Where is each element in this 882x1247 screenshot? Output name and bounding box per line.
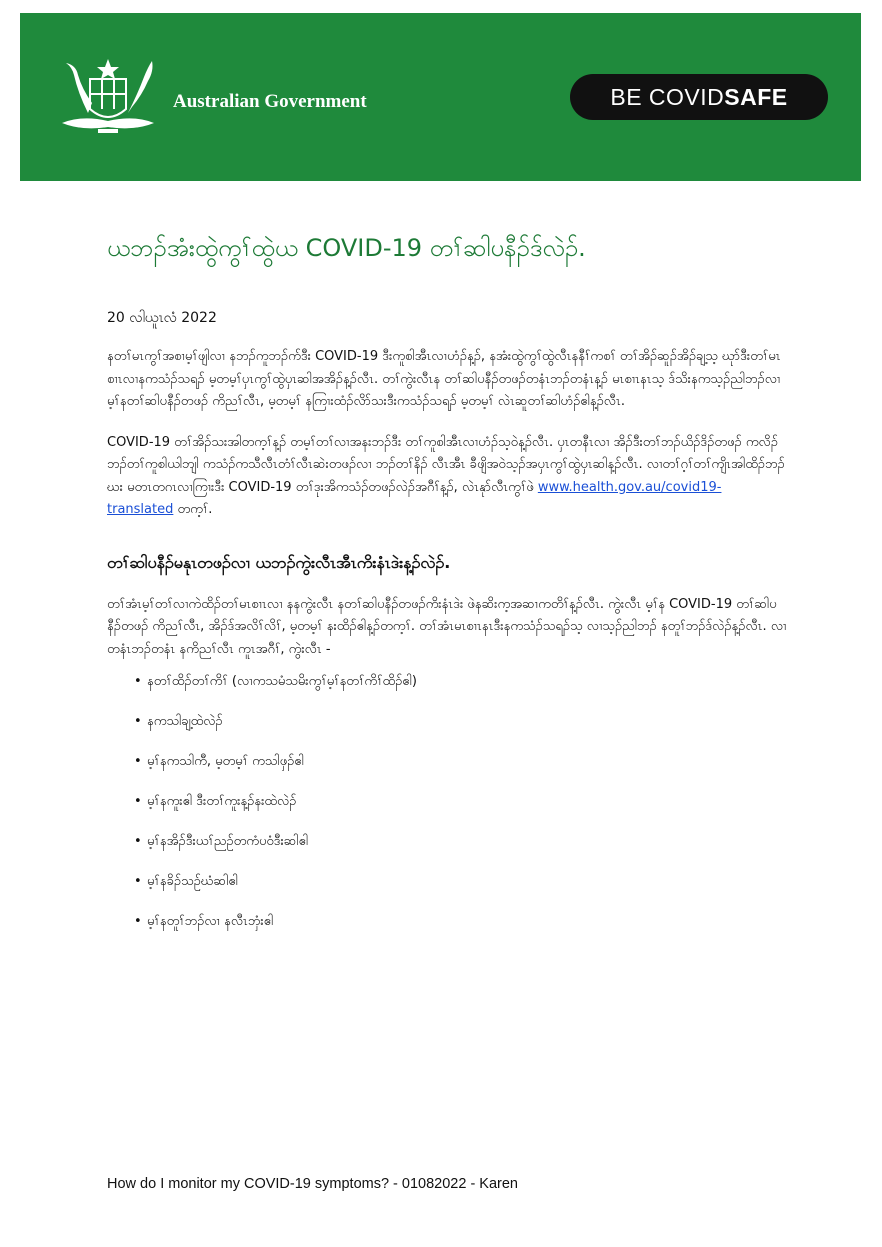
bullet-icon: • bbox=[134, 794, 142, 809]
campaign-prefix: BE COVID bbox=[610, 83, 725, 110]
page-footer: How do I monitor my COVID-19 symptoms? - 01082022 - Karen bbox=[107, 1176, 518, 1192]
symptom-text: မ့ၢ်နအိၣ်ဒီးယၢ်ညဉ်တကံပဝံဒီးဆါဧါ bbox=[147, 834, 309, 849]
symptoms-list bbox=[107, 669, 787, 949]
section-heading: တၢ်ဆါပနီၣ်မနုၤတဖၣ်လၢ ယဘၣ်ကွဲးလီၤအီၤကိးနံၤဒဲးန့ၣ်လဲၣ်. bbox=[107, 552, 451, 572]
list-item bbox=[107, 829, 787, 869]
translated-resources-link[interactable]: www.health.gov.au/covid19-translated bbox=[107, 479, 722, 517]
campaign-suffix: SAFE bbox=[724, 83, 788, 110]
list-item bbox=[107, 669, 787, 709]
header-banner bbox=[20, 13, 861, 181]
list-item bbox=[107, 789, 787, 829]
info-paragraph-tail: တက့ၢ်. bbox=[173, 502, 213, 517]
list-item bbox=[107, 749, 787, 789]
symptom-text: မ့ၢ်နကူး‌ဧါ ဒီးတၢ်ကူးန့ၣ်နးထဲလဲၣ် bbox=[147, 794, 297, 809]
symptoms-intro-paragraph: တၢ်အံၤမ့ၢ်တၢ်လၢကဲထိၣ်တၢ်မၤစၢၤလၢ နနကွဲးလီၤ နတၢ်ဆါပနီၣ်တဖၣ်ကိးနံၤဒဲး ဖဲနဆိးက့အဆၢကတိၢ်န့ၣ်လီၤ. ကွဲးလီၤ မ့ၢ်န COVID-19 တၢ်ဆါပနီၣ်တဖၣ် ကိညၢ်လီၤ, အိၣ်ဒ်အလိၢ်လိၢ်, မ့တမ့ၢ် နးထိၣ်ဧါန့ၣ်တက့ၢ်. တၢ်အံၤမၤစၢၤနၤဒီးနကသံၣ်သရၣ်သ့ လၢသ့ၣ်ညါဘၣ် နတူၢ်ဘၣ်ဒ်လဲၣ်န့ၣ်လီၤ. လၢတနံၤဘၣ်တနံၤ နကိညၢ်လီၤ ကူၤအဂီၢ်, ကွဲးလီၤ - bbox=[107, 596, 787, 657]
bullet-icon: • bbox=[134, 674, 142, 689]
symptom-text: နတၢ်ထိၣ်တၢ်ကိၢ် (လၢကသမံသမိးကွၢ်မ့ၢ်နတၢ်ကိၢ်ထိၣ်ဧါ) bbox=[147, 674, 417, 689]
bullet-icon: • bbox=[134, 714, 142, 729]
info-paragraph-text: COVID-19 တၢ်အိၣ်သးအါတက့ၢ်န့ၣ် တမ့ၢ်တၢ်လၢအနးဘၣ်ဒီး တၢ်ကူစါအီၤလၢဟံၣ်သ့ဝဲန့ၣ်လီၤ. ပှၤတနီၤလၢ အိၣ်ဒီးတၢ်ဘၣ်ယိၣ်ဒိၣ်တဖၣ် ကလိၣ်ဘၣ်တၢ်ကူစါယါဘျါ ကသံၣ်ကသီလီၤတံၢ်လီၤဆဲးတဖၣ်လၢ ဘၣ်တၢ်နိၣ် လီၤအီၤ ခီဖျိအဝဲသ့ၣ်အပှၤကွၢ်ထွဲပှၤဆါန့ၣ်လီၤ. လၢတၢ်ဂ့ၢ်တၢ်ကျိၤအါထိၣ်ဘၣ်ဃး မတၤတဂၤလၢကြၢးဒီး COVID-19 တၢ်ဒုးအိကသံၣ်တဖၣ်လဲၣ်အဂီၢ်န့ၣ်, လဲၤနုာ်လီၤကွၢ်ဖဲ bbox=[107, 434, 785, 495]
be-covidsafe-logo bbox=[570, 74, 828, 120]
document-body bbox=[107, 228, 787, 949]
coat-of-arms-icon bbox=[52, 53, 164, 145]
info-paragraph bbox=[107, 432, 787, 522]
symptom-text: နကသါချ့ထဲလဲၣ် bbox=[147, 714, 223, 729]
intro-paragraph: နတၢ်မၤကွၢ်အစၢမ့ၢ်ဖျါလၢ နဘၣ်ကူဘၣ်က်ဒီး COVID-19 ဒီးကူစါအီၤလၢဟံၣ်န့ၣ်, နအံးထွဲကွၢ်ထွဲလီၤနနီၢ်ကစၢ် တၢ်အိၣ်ဆူၣ်အိၣ်ချ့သ့ ဃုာ်ဒီးတၢ်မၤစၢၤလၢနကသံၣ်သရၣ် မ့တမ့ၢ်ပှၤကွၢ်ထွဲပှၤဆါအအိၣ်န့ၣ်လီၤ. တၢ်ကွဲးလီၤန တၢ်ဆါပနီၣ်တဖၣ်တနံၤဘၣ်တနံၤန့ၣ် မၤစၢၤနၤသ့ ဒ်သိးနကသ့ၣ်ညါဘၣ်လၢ မ့ၢ်နတၢ်ဆါပနီၣ်တဖၣ် ကိညၢ်လီၤ, မ့တမ့ၢ် နကြၢးထံၣ်လိာ်သးဒီးကသံၣ်သရၣ် မ့တမ့ၢ် လဲၤဆူတၢ်ဆါဟံၣ်ဧါန့ၣ်လီၤ. bbox=[107, 349, 781, 409]
list-item bbox=[107, 909, 787, 949]
bullet-icon: • bbox=[134, 874, 142, 889]
list-item bbox=[107, 869, 787, 909]
page-title: ယဘၣ်အံးထွဲကွၢ်ထွဲယ COVID-19 တၢ်ဆါပနီၣ်ဒ်လဲၣ်. bbox=[107, 234, 586, 262]
bullet-icon: • bbox=[134, 914, 142, 929]
bullet-icon: • bbox=[134, 834, 142, 849]
bullet-icon: • bbox=[134, 754, 142, 769]
document-date: 20 လါယူၤလံ 2022 bbox=[107, 310, 217, 326]
list-item bbox=[107, 709, 787, 749]
symptom-text: မ့ၢ်နတူၢ်ဘၣ်လၢ နလီၤဘှံးဧါ bbox=[147, 914, 274, 929]
symptom-text: မ့ၢ်နခိၣ်သဉ်ဃံဆါဧါ bbox=[147, 874, 238, 889]
symptom-text: မ့ၢ်နကသါကီ, မ့တမ့ၢ် ကသါဖှၣ်ဧါ bbox=[147, 754, 304, 769]
government-name: Australian Government bbox=[173, 91, 367, 112]
